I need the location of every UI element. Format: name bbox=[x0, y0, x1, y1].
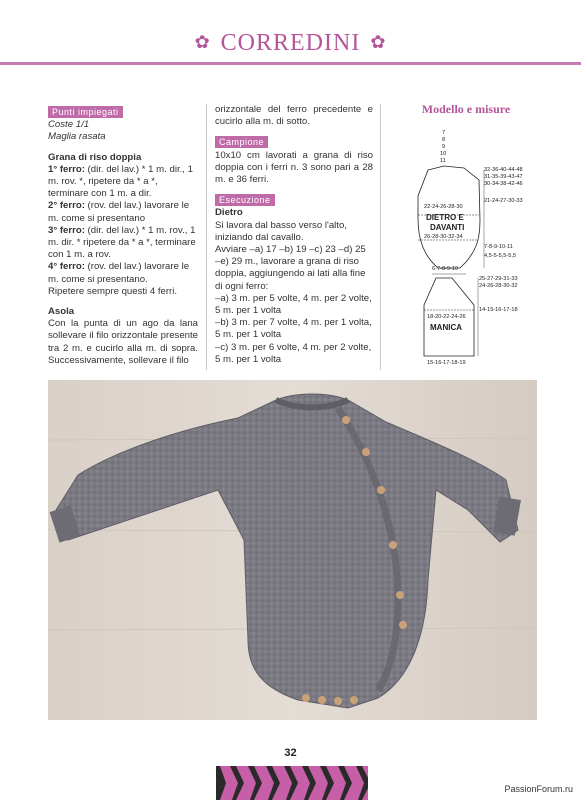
button-icon bbox=[334, 697, 342, 705]
garment-photo bbox=[48, 380, 537, 720]
piece-label: DIETRO E bbox=[426, 213, 464, 222]
dietro-text: Avviare –a) 17 –b) 19 –c) 23 –d) 25 –e) 29 m., lavorare a grana di riso doppia, aggiungendo ai lati alla fine di ogni ferro: bbox=[215, 244, 366, 292]
measure-label: 15-16-17-18-19 bbox=[427, 360, 466, 366]
section-title-text: CORREDINI bbox=[220, 30, 361, 56]
measure-label: 9 bbox=[442, 144, 446, 150]
measure-label: 21-24-27-30-33 bbox=[484, 198, 523, 204]
stitch-maglia: Maglia rasata bbox=[48, 131, 106, 143]
measure-label: 22-24-26-28-30 bbox=[424, 204, 463, 210]
row-instruction: 3° ferro: (dir. del lav.) * 1 m. rov., 1 m. dir. * ripetere da * a *, terminare con 1 m. a rov. bbox=[48, 224, 196, 261]
row-instruction: 2° ferro: (rov. del lav.) lavorare le m. come si presentano bbox=[48, 200, 190, 224]
measure-label: 25-27-29-31-33 bbox=[479, 276, 518, 282]
measure-label: 31-35-39-43-47 bbox=[484, 174, 523, 180]
button-icon bbox=[318, 696, 326, 704]
row-instruction: 4° ferro: (rov. del lav.) lavorare le m. come si presentano. bbox=[48, 261, 190, 285]
diagram-title: Modello e misure bbox=[421, 102, 511, 116]
measure-label: 7 bbox=[442, 130, 446, 136]
asola-text: Con la punta di un ago da lana sollevare il filo orizzontale presente tra 2 m. e cucirlo alla m. di sopra. Successivamente, sollevare il filo bbox=[48, 318, 198, 366]
grana-title: Grana di riso doppia bbox=[48, 151, 142, 163]
measure-label: 10 bbox=[440, 151, 447, 157]
measure-label: 26-28-30-32-34 bbox=[424, 234, 463, 240]
measure-label: 6-7-8-9-10 bbox=[432, 266, 459, 272]
flower-icon: ✿ bbox=[370, 32, 387, 52]
measure-label: 24-26-28-30-32 bbox=[479, 283, 518, 289]
button-icon bbox=[302, 694, 310, 702]
campione-text: 10x10 cm lavorati a grana di riso doppia con i ferri n. 3 sono pari a 28 m. e 36 ferri. bbox=[215, 149, 373, 186]
measure-label: 18-20-22-24-26 bbox=[427, 314, 466, 320]
header-rule bbox=[0, 62, 581, 65]
measure-label: 11 bbox=[440, 158, 446, 164]
stitch-coste: Coste 1/1 bbox=[48, 119, 90, 131]
piece-label: DAVANTI bbox=[430, 223, 465, 232]
button-icon bbox=[396, 591, 404, 599]
column-divider bbox=[206, 104, 207, 370]
dietro-item: –b) 3 m. per 7 volte, 4 m. per 1 volta, 5 m. per 1 volta bbox=[215, 317, 372, 341]
column-divider bbox=[380, 104, 381, 370]
schematic-diagram bbox=[386, 100, 546, 370]
measure-label: 4,5-5-5,5-5,5 bbox=[484, 253, 517, 259]
measure-label: 14-15-16-17-18 bbox=[479, 307, 518, 313]
row-instruction: 1° ferro: (dir. del lav.) * 1 m. dir., 1 m. rov. *, ripetere da * a *, terminare con 1 m. a dir. bbox=[48, 163, 193, 200]
section-tag-esecuzione: Esecuzione bbox=[215, 194, 275, 206]
decorative-knit-strip bbox=[216, 766, 368, 800]
section-tag-campione: Campione bbox=[215, 136, 268, 148]
measure-label: 30-34-38-42-46 bbox=[484, 181, 523, 187]
button-icon bbox=[377, 486, 385, 494]
baby-romper-illustration bbox=[48, 380, 537, 720]
watermark: PassionForum.ru bbox=[504, 784, 573, 794]
column-left bbox=[48, 104, 198, 367]
button-icon bbox=[389, 541, 397, 549]
asola-continued: orizzontale del ferro precedente e cucirlo alla m. di sotto. bbox=[215, 104, 373, 128]
dietro-item: –a) 3 m. per 5 volte, 4 m. per 2 volte, 5 m. per 1 volta bbox=[215, 292, 372, 317]
button-icon bbox=[342, 416, 350, 424]
measure-label: 32-36-40-44-48 bbox=[484, 167, 523, 173]
section-title bbox=[0, 30, 581, 57]
button-icon bbox=[399, 621, 407, 629]
measure-label: 8 bbox=[442, 137, 446, 143]
page-header bbox=[0, 0, 581, 66]
button-icon bbox=[362, 448, 370, 456]
section-tag-punti: Punti impiegati bbox=[48, 106, 123, 118]
schematic-svg bbox=[386, 100, 546, 370]
asola-title: Asola bbox=[48, 306, 75, 318]
button-icon bbox=[350, 696, 358, 704]
dietro-title: Dietro bbox=[215, 207, 243, 219]
repeat-note: Ripetere sempre questi 4 ferri. bbox=[48, 285, 178, 297]
flower-icon: ✿ bbox=[194, 32, 211, 52]
dietro-text: Si lavora dal basso verso l'alto, iniziando dal cavallo. bbox=[215, 219, 347, 243]
dietro-item: –c) 3 m. per 6 volte, 4 m. per 2 volte, 5 m. per 1 volta bbox=[215, 341, 372, 365]
page-number: 32 bbox=[284, 747, 297, 759]
piece-label: MANICA bbox=[430, 323, 462, 332]
column-middle bbox=[215, 104, 373, 366]
measure-label: 7-8-9-10-11 bbox=[484, 244, 513, 250]
